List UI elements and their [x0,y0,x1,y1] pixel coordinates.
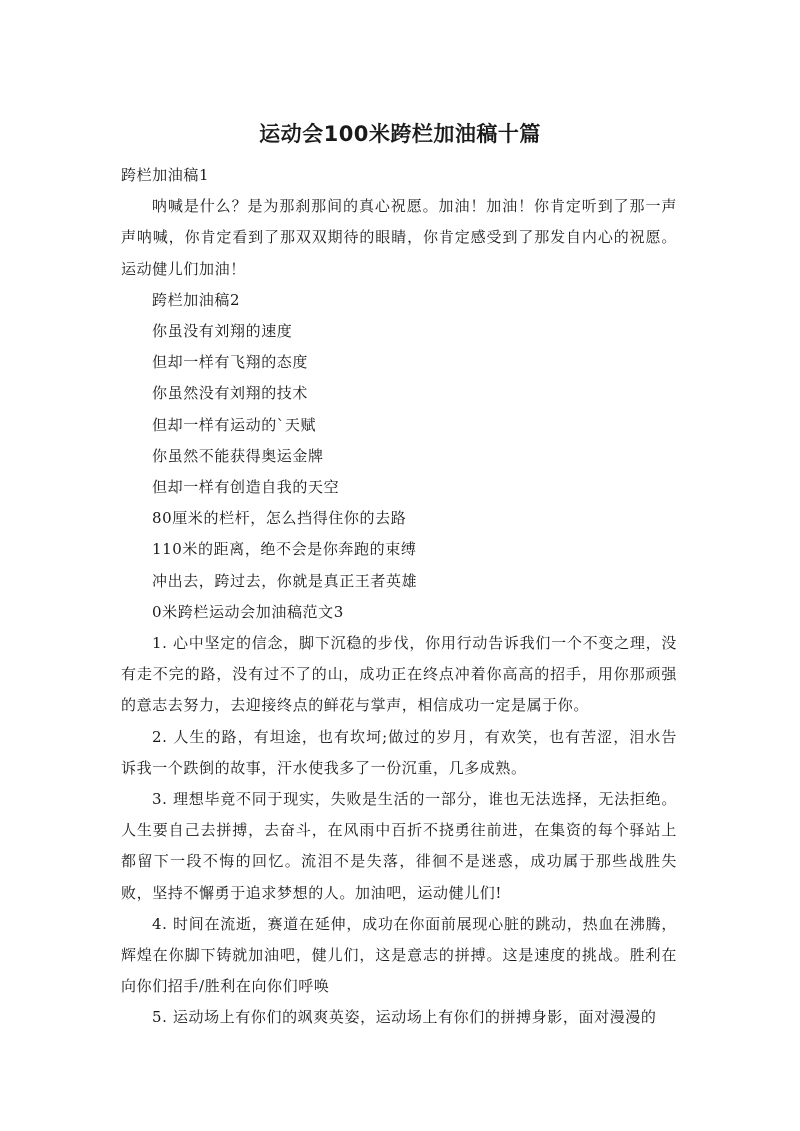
poem-line: 但却一样有飞翔的态度 [152,353,309,372]
poem-line: 80厘米的栏杆，怎么挡得住你的去路 [152,509,407,528]
paragraph: 4. 时间在流逝，赛道在延伸，成功在你面前展现心脏的跳动，热血在沸腾，辉煌在你脚下铸就加油吧，健儿们，这是意志的拼搏。这是速度的挑战。胜利在向你们招手/胜利在向你们呼唤 [121,914,677,996]
paragraph: 2. 人生的路，有坦途，也有坎坷;做过的岁月，有欢笑，也有苦涩，泪水告诉我一个跌倒的故事，汗水使我多了一份沉重，几多成熟。 [121,727,677,777]
section-heading: 跨栏加油稿2 [152,290,241,309]
poem-line: 你虽然没有刘翔的技术 [152,384,309,403]
paragraph: 呐喊是什么？是为那刹那间的真心祝愿。加油！加油！你肯定听到了那一声声呐喊，你肯定看到了那双双期待的眼睛，你肯定感受到了那发自内心的祝愿。运动健儿们加油！ [121,197,677,278]
poem-line: 冲出去，跨过去，你就是真正王者英雄 [152,571,418,590]
section-heading: 跨栏加油稿1 [121,166,210,184]
paragraph: 1. 心中坚定的信念，脚下沉稳的步伐，你用行动告诉我们一个不变之理，没有走不完的路，没有过不了的山，成功正在终点冲着你高高的招手，用你那顽强的意志去努力，去迎接终点的鲜花与掌声，相信成功一定是属于你。 [121,634,677,715]
section-heading: 0米跨栏运动会加油稿范文3 [152,602,344,621]
paragraph: 3. 理想毕竟不同于现实，失败是生活的一部分，谁也无法选择，无法拒绝。人生要自己去拼搏，去奋斗，在风雨中百折不挠勇往前进，在集资的每个驿站上都留下一段不悔的回忆。流泪不是失落，徘徊不是迷惑，成功属于那些战胜失败，坚持不懈勇于追求梦想的人。加油吧，运动健儿们! [121,790,677,902]
poem-line: 但却一样有创造自我的天空 [152,478,340,497]
paragraph: 5. 运动场上有你们的飒爽英姿，运动场上有你们的拼搏身影，面对漫漫的 [152,1008,657,1027]
poem-line: 110米的距离，绝不会是你奔跑的束缚 [152,540,417,559]
document-title: 运动会100米跨栏加油稿十篇 [259,122,541,146]
poem-line: 你虽然不能获得奥运金牌 [152,446,324,465]
poem-line: 你虽没有刘翔的速度 [152,322,293,341]
poem-line: 但却一样有运动的`天赋 [152,415,317,434]
document-body [121,160,677,1034]
